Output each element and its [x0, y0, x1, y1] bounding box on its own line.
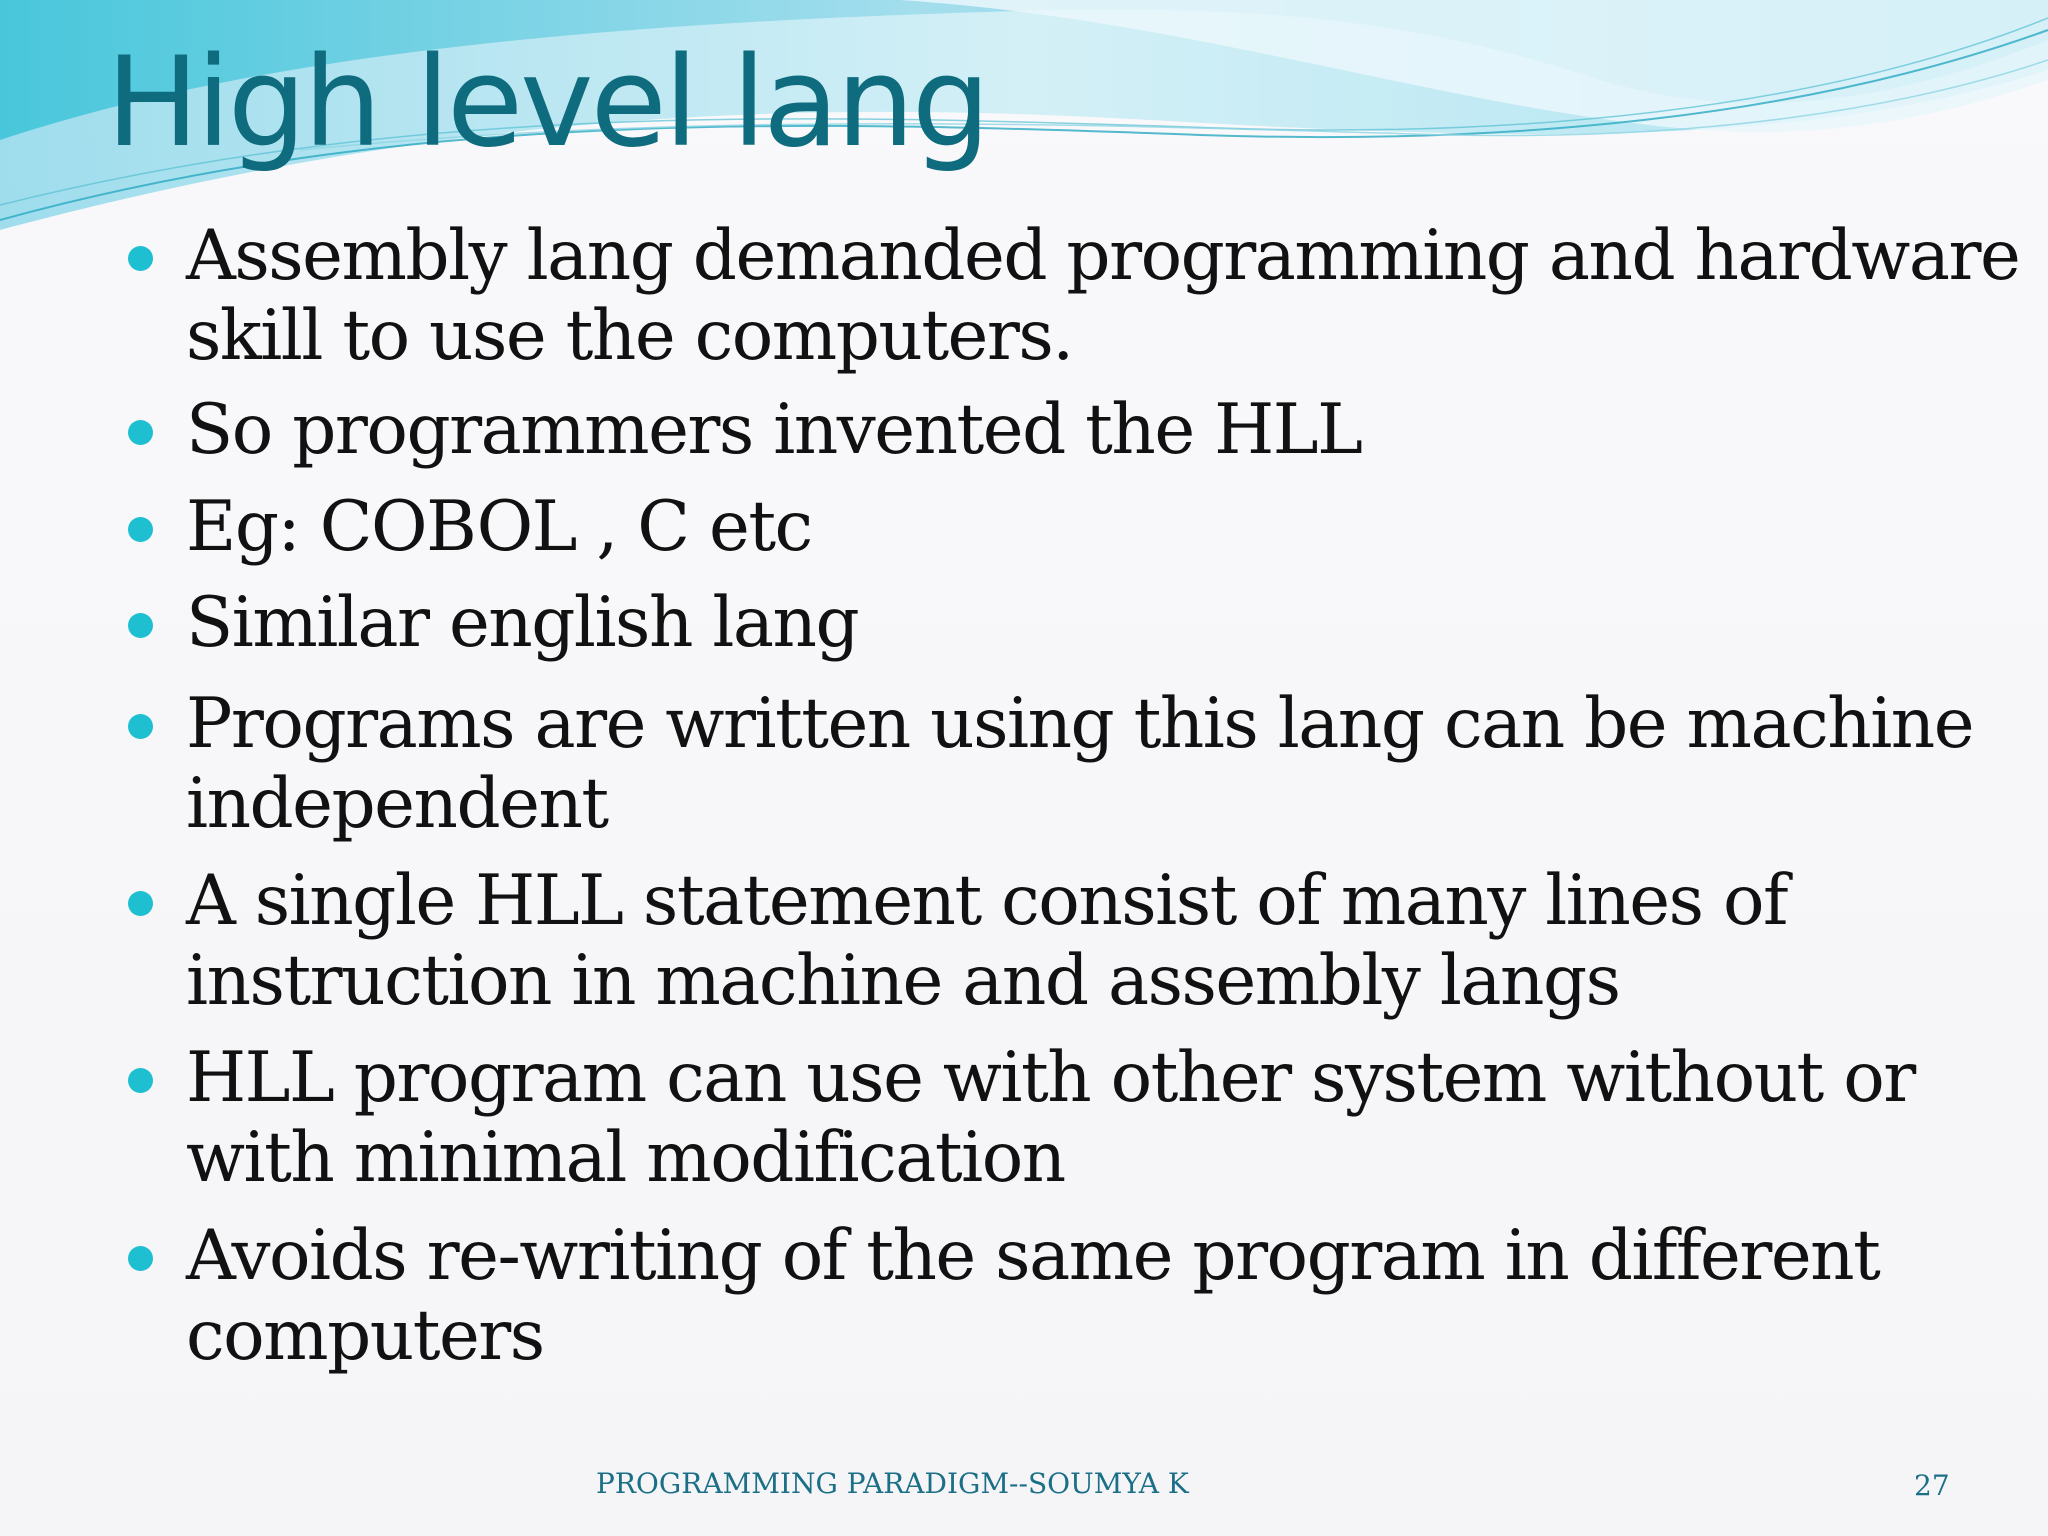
- slide-title: High level lang: [106, 31, 988, 175]
- slide-footer: PROGRAMMING PARADIGM--SOUMYA K: [596, 1467, 1189, 1500]
- bullet-dot-icon: [128, 517, 153, 542]
- bullet-text: Assembly lang demanded programming and hardware skill to use the computers.: [186, 216, 2020, 376]
- bullet-dot-icon: [128, 1068, 153, 1093]
- bullet-text: Programs are written using this lang can be machine independent: [186, 684, 1974, 844]
- bullet-text: HLL program can use with other system without or with minimal modification: [186, 1038, 1915, 1198]
- bullet-text: Similar english lang: [186, 583, 859, 663]
- bullet-text: So programmers invented the HLL: [186, 390, 1362, 470]
- bullet-text: A single HLL statement consist of many lines of instruction in machine and assembly langs: [186, 861, 1788, 1021]
- bullet-dot-icon: [128, 714, 153, 739]
- page-number: 27: [1914, 1469, 1950, 1502]
- bullet-dot-icon: [128, 1246, 153, 1271]
- bullet-dot-icon: [128, 891, 153, 916]
- bullet-dot-icon: [128, 613, 153, 638]
- bullet-dot-icon: [128, 420, 153, 445]
- bullet-text: Eg: COBOL , C etc: [186, 487, 812, 567]
- bullet-text: Avoids re-writing of the same program in different computers: [186, 1216, 1880, 1376]
- bullet-dot-icon: [128, 246, 153, 271]
